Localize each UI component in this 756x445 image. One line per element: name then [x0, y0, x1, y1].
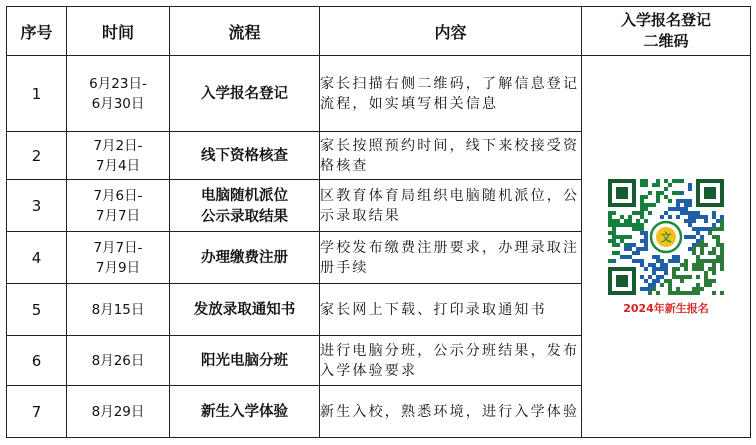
process-line2: 公示录取结果	[201, 207, 288, 225]
row-time: 8月26日	[67, 336, 170, 386]
qr-block	[607, 178, 725, 316]
qr-code-image[interactable]	[607, 178, 725, 296]
header-time: 时间	[67, 7, 170, 56]
qr-cell	[582, 56, 751, 438]
header-qr-line1: 入学报名登记	[620, 11, 711, 29]
table-row	[7, 56, 751, 132]
row-process: 线下资格核查	[170, 132, 320, 180]
row-process	[170, 180, 320, 232]
header-process: 流程	[170, 7, 320, 56]
header-row	[7, 7, 751, 56]
row-process: 入学报名登记	[170, 56, 320, 132]
row-time	[67, 56, 170, 132]
row-process: 新生入学体验	[170, 386, 320, 438]
enrollment-schedule-table	[6, 6, 751, 438]
row-num: 5	[7, 284, 67, 336]
time-start: 7月6日-	[93, 187, 143, 204]
row-content: 区教育体育局组织电脑随机派位，公示录取结果	[320, 180, 582, 232]
qr-caption: 2024年新生报名	[623, 301, 709, 315]
row-process: 阳光电脑分班	[170, 336, 320, 386]
row-time: 8月15日	[67, 284, 170, 336]
row-content: 学校发布缴费注册要求，办理录取注册手续	[320, 232, 582, 284]
row-num: 3	[7, 180, 67, 232]
qr-logo-glyph: 文	[660, 230, 672, 244]
time-start: 7月2日-	[93, 137, 143, 154]
time-end: 6月30日	[91, 95, 145, 112]
time-end: 7月7日	[95, 207, 141, 224]
row-content: 家长网上下载、打印录取通知书	[320, 284, 582, 336]
row-num: 6	[7, 336, 67, 386]
row-content: 家长按照预约时间，线下来校接受资格核查	[320, 132, 582, 180]
row-num: 4	[7, 232, 67, 284]
row-num: 7	[7, 386, 67, 438]
row-content: 进行电脑分班，公示分班结果，发布入学体验要求	[320, 336, 582, 386]
time-end: 7月4日	[95, 157, 141, 174]
row-process: 办理缴费注册	[170, 232, 320, 284]
header-qr	[582, 7, 751, 56]
process-line1: 电脑随机派位	[201, 186, 288, 204]
row-time	[67, 180, 170, 232]
row-process: 发放录取通知书	[170, 284, 320, 336]
row-num: 2	[7, 132, 67, 180]
row-num: 1	[7, 56, 67, 132]
row-content: 新生入校，熟悉环境，进行入学体验	[320, 386, 582, 438]
header-qr-line2: 二维码	[643, 32, 689, 50]
row-content: 家长扫描右侧二维码，了解信息登记流程，如实填写相关信息	[320, 56, 582, 132]
time-end: 7月9日	[95, 259, 141, 276]
header-num: 序号	[7, 7, 67, 56]
header-content: 内容	[320, 7, 582, 56]
row-time: 8月29日	[67, 386, 170, 438]
time-start: 6月23日-	[89, 75, 147, 92]
time-start: 7月7日-	[93, 239, 143, 256]
row-time	[67, 132, 170, 180]
row-time	[67, 232, 170, 284]
